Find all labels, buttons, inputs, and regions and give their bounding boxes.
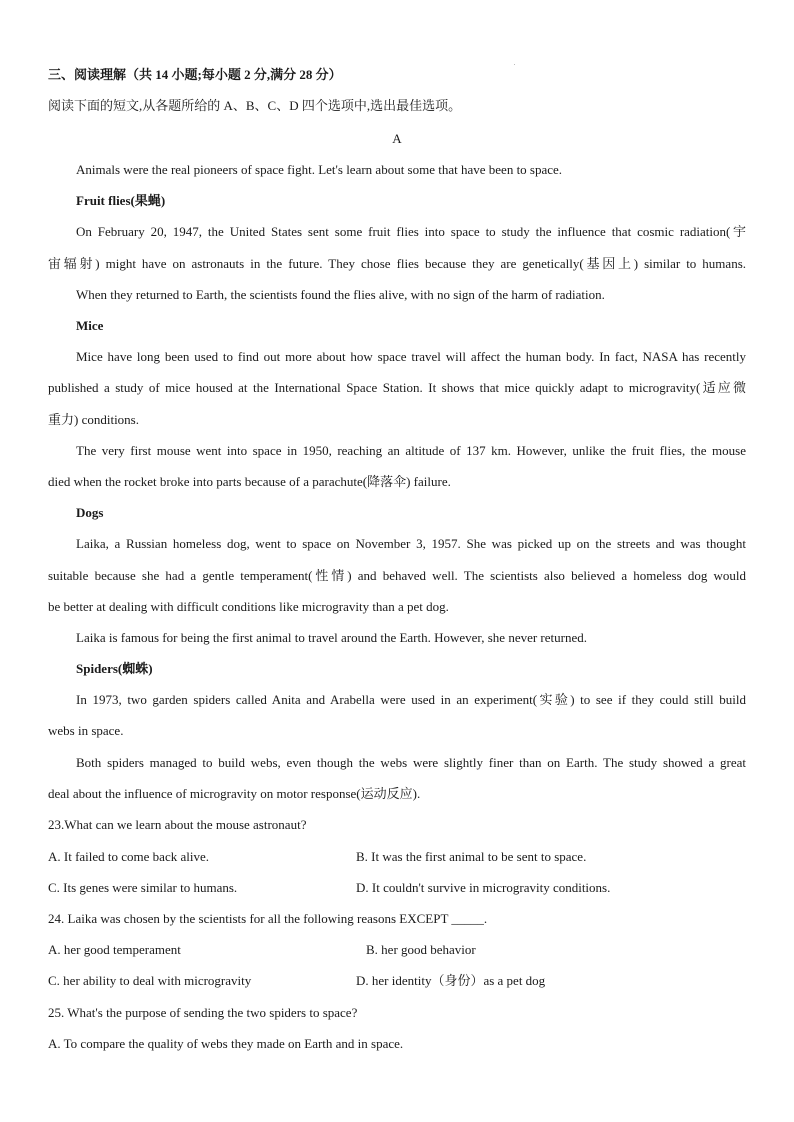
spiders-paragraph-2: deal about the influence of microgravity on motor response(运动反应). <box>48 786 421 801</box>
mice-paragraph-1: published a study of mice housed at the International Space Station. It shows that mice quickly adapt to microgravity(适应微 <box>48 380 746 395</box>
dogs-paragraph-1: be better at dealing with difficult conditions like microgravity than a pet dog. <box>48 599 449 614</box>
mice-heading: Mice <box>76 318 104 333</box>
question-24-option-d: D. her identity（身份）as a pet dog <box>356 973 546 988</box>
question-23-option-a: A. It failed to come back alive. <box>48 849 209 864</box>
dogs-paragraph-1: suitable because she had a gentle temperament(性情) and behaved well. The scientists also believed a homeless dog would <box>48 568 746 583</box>
question-25-stem: 25. What's the purpose of sending the two spiders to space? <box>48 1005 358 1020</box>
question-23-option-b: B. It was the first animal to be sent to space. <box>356 849 587 864</box>
dogs-paragraph-2: Laika is famous for being the first animal to travel around the Earth. However, she never returned. <box>76 630 587 645</box>
mice-paragraph-1: 重力) conditions. <box>48 412 139 427</box>
dogs-paragraph-1: Laika, a Russian homeless dog, went to space on November 3, 1957. She was picked up on the streets and was thought <box>76 536 746 551</box>
fruit-flies-paragraph-1: 宙辐射) might have on astronauts in the future. They chose flies because they are genetically(基因上) similar to humans. <box>48 256 746 271</box>
passage-label: A <box>392 131 402 146</box>
question-24-option-a: A. her good temperament <box>48 942 181 957</box>
question-23-option-c: C. Its genes were similar to humans. <box>48 880 238 895</box>
spiders-paragraph-2: Both spiders managed to build webs, even though the webs were slightly finer than on Earth. The study showed a great <box>76 755 746 770</box>
spiders-paragraph-1: webs in space. <box>48 723 124 738</box>
section-instruction: 阅读下面的短文,从各题所给的 A、B、C、D 四个选项中,选出最佳选项。 <box>48 98 462 113</box>
spiders-paragraph-1: In 1973, two garden spiders called Anita and Arabella were used in an experiment(实验) to see if they could still build <box>76 692 746 707</box>
question-23-option-d: D. It couldn't survive in microgravity conditions. <box>356 880 611 895</box>
mice-paragraph-2: The very first mouse went into space in 1950, reaching an altitude of 137 km. However, unlike the fruit flies, the mouse <box>76 443 746 458</box>
mice-paragraph-1: Mice have long been used to find out more about how space travel will affect the human body. In fact, NASA has recently <box>76 349 746 364</box>
fruit-flies-paragraph-1: On February 20, 1947, the United States sent some fruit flies into space to study the influence that cosmic radiation(宇 <box>76 224 746 239</box>
question-24-stem: 24. Laika was chosen by the scientists for all the following reasons EXCEPT _____. <box>48 911 488 926</box>
mice-paragraph-2: died when the rocket broke into parts because of a parachute(降落伞) failure. <box>48 474 451 489</box>
spiders-heading: Spiders(蜘蛛) <box>76 661 153 676</box>
section-heading: 三、阅读理解（共 14 小题;每小题 2 分,满分 28 分） <box>48 67 342 82</box>
question-24-option-c: C. her ability to deal with microgravity <box>48 973 252 988</box>
question-24-option-b: B. her good behavior <box>366 942 476 957</box>
dogs-heading: Dogs <box>76 505 104 520</box>
passage-intro: Animals were the real pioneers of space fight. Let's learn about some that have been to space. <box>76 162 563 177</box>
question-23-stem: 23.What can we learn about the mouse astronaut? <box>48 817 307 832</box>
fruit-flies-paragraph-2: When they returned to Earth, the scientists found the flies alive, with no sign of the harm of radiation. <box>76 287 605 302</box>
scan-speck <box>514 64 515 65</box>
question-25-option-a: A. To compare the quality of webs they made on Earth and in space. <box>48 1036 404 1051</box>
fruit-flies-heading: Fruit flies(果蝇) <box>76 193 166 208</box>
